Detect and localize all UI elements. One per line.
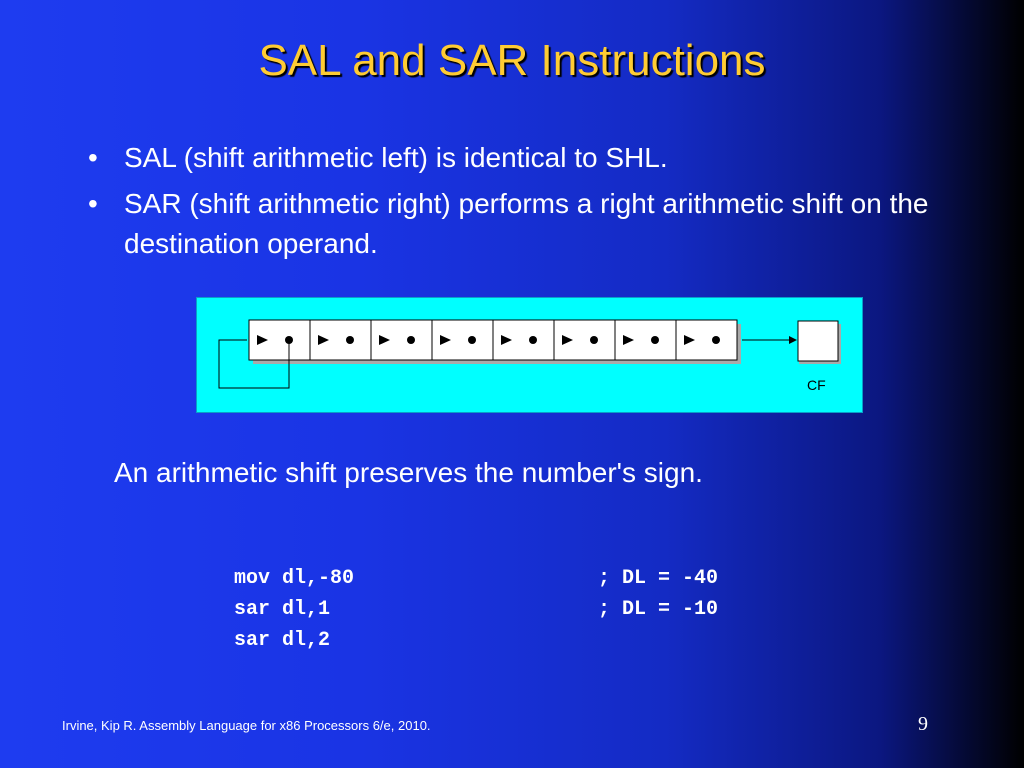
bit-cell [371,320,432,360]
bit-cell [249,320,310,360]
code-block [186,532,719,652]
bullet-text: SAL (shift arithmetic left) is identical to SHL. [124,142,668,173]
bit-dot-icon [651,336,659,344]
bit-cell [432,320,493,360]
bullet-item-sal [88,138,968,178]
bullet-icon: • [88,142,98,173]
bit-dot-icon [346,336,354,344]
sar-shift-diagram [196,297,863,413]
bit-cell [554,320,615,360]
code-line [186,532,355,590]
page-number: 9 [918,713,928,735]
bit-dot-icon [712,336,720,344]
code-instruction: mov dl,-80 [234,567,355,590]
bit-cell [615,320,676,360]
bit-cell [310,320,371,360]
code-comment: ; DL = -10 [598,598,719,621]
bit-cell [493,320,554,360]
bullet-list [88,138,968,270]
bit-dot-icon [407,336,415,344]
right-arrow-icon [789,336,797,344]
bit-dot-icon [468,336,476,344]
code-instruction: sar dl,1 [234,598,331,621]
slide-title: SAL and SAR Instructions [258,36,766,85]
carry-flag-cell [798,321,841,364]
code-instruction: sar dl,2 [234,629,331,652]
code-comment: ; DL = -40 [598,567,719,590]
bit-cell [676,320,737,360]
bit-dot-icon [590,336,598,344]
footer-citation: Irvine, Kip R. Assembly Language for x86 Processors 6/e, 2010. [62,718,431,733]
carry-flag-label: CF [807,377,826,393]
code-line [186,594,719,652]
bullet-icon: • [88,188,98,219]
bullet-item-sar [88,184,968,264]
bit-dot-icon [529,336,537,344]
bullet-text: SAR (shift arithmetic right) performs a right arithmetic shift on the destination operand. [124,188,929,259]
shift-diagram-graphic [197,298,862,412]
sign-preservation-statement: An arithmetic shift preserves the number's sign. [114,457,703,488]
